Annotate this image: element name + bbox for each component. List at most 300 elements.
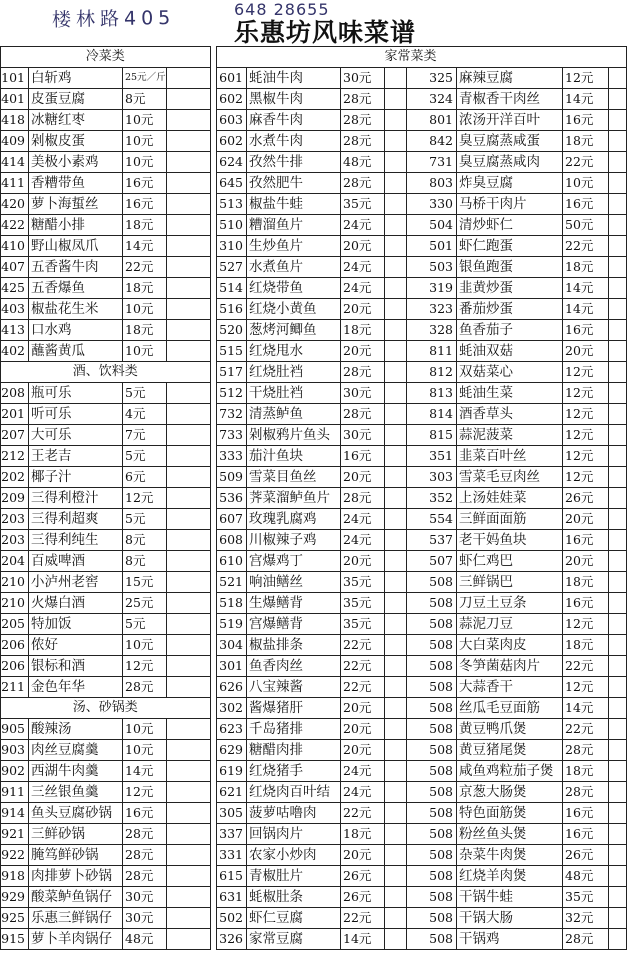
item-price: 48元 xyxy=(563,865,609,886)
item-code: 554 xyxy=(407,508,457,529)
item-code: 352 xyxy=(407,487,457,508)
item-blank-cell xyxy=(166,929,210,950)
item-name: 虾仁跑蛋 xyxy=(457,235,563,256)
item-name: 三得利纯生 xyxy=(29,530,123,551)
item-name: 宫爆鳝背 xyxy=(247,614,341,635)
menu-item-row xyxy=(407,235,627,256)
section-drinks xyxy=(1,362,211,383)
item-price: 30元 xyxy=(341,425,385,446)
item-price: 30元 xyxy=(123,908,167,929)
item-blank-cell xyxy=(166,215,210,236)
item-price: 20元 xyxy=(341,719,385,740)
item-price: 18元 xyxy=(341,824,385,845)
menu-item-row xyxy=(1,299,211,320)
item-blank-cell xyxy=(166,761,210,782)
item-price: 28元 xyxy=(563,781,609,802)
item-name: 蚝油双菇 xyxy=(457,340,563,361)
item-code: 410 xyxy=(1,236,29,257)
item-blank-cell xyxy=(385,551,407,572)
item-blank-cell xyxy=(609,466,627,487)
item-price: 22元 xyxy=(563,655,609,676)
menu-item-row xyxy=(1,635,211,656)
item-code: 206 xyxy=(1,635,29,656)
item-name: 椒盐花生米 xyxy=(29,299,123,320)
item-price: 35元 xyxy=(341,572,385,593)
item-name: 臭豆腐蒸咸蛋 xyxy=(457,130,563,151)
item-code: 929 xyxy=(1,887,29,908)
menu-item-row xyxy=(1,929,211,950)
item-blank-cell xyxy=(385,845,407,866)
item-price: 20元 xyxy=(563,508,609,529)
item-code: 508 xyxy=(407,928,457,949)
item-price: 22元 xyxy=(563,235,609,256)
item-name: 浓汤开洋百叶 xyxy=(457,109,563,130)
item-name: 糖醋小排 xyxy=(29,215,123,236)
menu-item-row xyxy=(407,802,627,823)
item-name: 火爆白酒 xyxy=(29,593,123,614)
item-code: 603 xyxy=(217,110,247,131)
item-price: 5元 xyxy=(123,509,167,530)
menu-item-row xyxy=(407,67,627,88)
item-code: 420 xyxy=(1,194,29,215)
menu-item-row xyxy=(407,697,627,718)
item-name: 青椒肚片 xyxy=(247,866,341,887)
item-price: 32元 xyxy=(563,907,609,928)
menu-item-row xyxy=(217,488,407,509)
item-code: 814 xyxy=(407,403,457,424)
item-blank-cell xyxy=(385,194,407,215)
item-name: 荠菜溜鲈鱼片 xyxy=(247,488,341,509)
menu-item-row xyxy=(1,278,211,299)
menu-item-row xyxy=(1,341,211,362)
item-blank-cell xyxy=(609,277,627,298)
item-name: 韭菜百叶丝 xyxy=(457,445,563,466)
item-blank-cell xyxy=(609,172,627,193)
item-name: 杂菜牛肉煲 xyxy=(457,844,563,865)
item-name: 马桥干肉片 xyxy=(457,193,563,214)
menu-item-row xyxy=(407,172,627,193)
item-price: 35元 xyxy=(563,886,609,907)
item-blank-cell xyxy=(609,508,627,529)
item-blank-cell xyxy=(385,488,407,509)
item-price: 48元 xyxy=(341,152,385,173)
menu-column-home-1 xyxy=(216,46,437,950)
menu-item-row xyxy=(1,131,211,152)
item-code: 305 xyxy=(217,803,247,824)
item-code: 304 xyxy=(217,635,247,656)
item-code: 302 xyxy=(217,698,247,719)
item-blank-cell xyxy=(609,214,627,235)
item-blank-cell xyxy=(385,572,407,593)
menu-item-row xyxy=(407,466,627,487)
menu-item-row xyxy=(217,698,407,719)
item-code: 508 xyxy=(407,571,457,592)
item-price: 8元 xyxy=(123,551,167,572)
item-code: 208 xyxy=(1,383,29,404)
item-code: 403 xyxy=(1,299,29,320)
handwritten-phone: 648 28655 xyxy=(234,0,330,19)
item-blank-cell xyxy=(166,845,210,866)
item-name: 炸臭豆腐 xyxy=(457,172,563,193)
item-blank-cell xyxy=(385,635,407,656)
item-price: 20元 xyxy=(341,698,385,719)
item-price: 5元 xyxy=(123,446,167,467)
item-name: 麻香牛肉 xyxy=(247,110,341,131)
item-name: 白斩鸡 xyxy=(29,68,123,89)
item-name: 三得利橙汁 xyxy=(29,488,123,509)
item-name: 回锅肉片 xyxy=(247,824,341,845)
item-name: 酒香草头 xyxy=(457,403,563,424)
item-code: 325 xyxy=(407,67,457,88)
item-blank-cell xyxy=(609,781,627,802)
item-price: 22元 xyxy=(123,257,167,278)
item-blank-cell xyxy=(609,634,627,655)
item-blank-cell xyxy=(166,908,210,929)
menu-item-row xyxy=(407,634,627,655)
menu-item-row xyxy=(217,572,407,593)
menu-item-row xyxy=(1,89,211,110)
menu-item-row xyxy=(1,110,211,131)
item-code: 210 xyxy=(1,572,29,593)
item-blank-cell xyxy=(385,89,407,110)
menu-item-row xyxy=(1,572,211,593)
item-blank-cell xyxy=(385,68,407,89)
item-code: 536 xyxy=(217,488,247,509)
item-blank-cell xyxy=(166,68,210,89)
item-blank-cell xyxy=(609,193,627,214)
item-name: 干锅鸡 xyxy=(457,928,563,949)
menu-item-row xyxy=(1,719,211,740)
menu-item-row xyxy=(407,298,627,319)
item-code: 310 xyxy=(217,236,247,257)
item-code: 610 xyxy=(217,551,247,572)
item-name: 番茄炒蛋 xyxy=(457,298,563,319)
item-blank-cell xyxy=(166,278,210,299)
item-code: 631 xyxy=(217,887,247,908)
item-name: 乐惠三鲜锅仔 xyxy=(29,908,123,929)
item-name: 干烧肚裆 xyxy=(247,383,341,404)
item-code: 409 xyxy=(1,131,29,152)
item-name: 三丝银鱼羹 xyxy=(29,782,123,803)
item-name: 鱼香肉丝 xyxy=(247,656,341,677)
item-code: 921 xyxy=(1,824,29,845)
item-price: 12元 xyxy=(563,361,609,382)
item-code: 623 xyxy=(217,719,247,740)
item-blank-cell xyxy=(166,341,210,362)
item-price: 10元 xyxy=(123,341,167,362)
item-price: 30元 xyxy=(341,68,385,89)
item-price: 12元 xyxy=(563,424,609,445)
item-price: 16元 xyxy=(563,319,609,340)
menu-item-row xyxy=(217,719,407,740)
item-name: 鱼香茄子 xyxy=(457,319,563,340)
item-price: 22元 xyxy=(341,803,385,824)
item-price: 16元 xyxy=(563,529,609,550)
item-price: 35元 xyxy=(341,194,385,215)
menu-item-row xyxy=(1,908,211,929)
menu-item-row xyxy=(1,593,211,614)
item-price: 30元 xyxy=(341,383,385,404)
item-blank-cell xyxy=(166,551,210,572)
menu-item-row xyxy=(1,551,211,572)
item-blank-cell xyxy=(609,340,627,361)
item-name: 百威啤酒 xyxy=(29,551,123,572)
item-name: 老干妈鱼块 xyxy=(457,529,563,550)
item-code: 203 xyxy=(1,530,29,551)
item-blank-cell xyxy=(166,467,210,488)
item-name: 孜然牛排 xyxy=(247,152,341,173)
item-blank-cell xyxy=(609,802,627,823)
menu-item-row xyxy=(1,173,211,194)
menu-item-row xyxy=(217,278,407,299)
menu-item-row xyxy=(1,467,211,488)
menu-item-row xyxy=(1,236,211,257)
item-code: 903 xyxy=(1,740,29,761)
menu-item-row xyxy=(407,424,627,445)
item-blank-cell xyxy=(166,320,210,341)
section-soups-label: 汤、砂锅类 xyxy=(1,698,211,719)
item-name: 茄汁鱼块 xyxy=(247,446,341,467)
item-name: 清蒸鲈鱼 xyxy=(247,404,341,425)
item-price: 10元 xyxy=(123,110,167,131)
menu-item-row xyxy=(407,886,627,907)
item-name: 菠萝咕噜肉 xyxy=(247,803,341,824)
menu-item-row xyxy=(1,866,211,887)
item-code: 608 xyxy=(217,530,247,551)
item-code: 301 xyxy=(217,656,247,677)
menu-item-row xyxy=(217,530,407,551)
item-name: 臭豆腐蒸咸肉 xyxy=(457,151,563,172)
item-code: 905 xyxy=(1,719,29,740)
item-code: 732 xyxy=(217,404,247,425)
item-code: 328 xyxy=(407,319,457,340)
item-blank-cell xyxy=(166,173,210,194)
item-name: 蚝油生菜 xyxy=(457,382,563,403)
menu-item-row xyxy=(1,404,211,425)
item-code: 624 xyxy=(217,152,247,173)
item-code: 508 xyxy=(407,760,457,781)
menu-item-row xyxy=(1,509,211,530)
menu-item-row xyxy=(217,467,407,488)
item-name: 韭黄炒蛋 xyxy=(457,277,563,298)
item-price: 20元 xyxy=(341,845,385,866)
menu-item-row xyxy=(1,320,211,341)
item-name: 八宝辣酱 xyxy=(247,677,341,698)
item-blank-cell xyxy=(609,865,627,886)
menu-item-row xyxy=(1,845,211,866)
menu-item-row xyxy=(217,362,407,383)
item-blank-cell xyxy=(166,425,210,446)
item-blank-cell xyxy=(609,697,627,718)
item-code: 418 xyxy=(1,110,29,131)
item-price: 30元 xyxy=(123,887,167,908)
item-blank-cell xyxy=(609,760,627,781)
section-home-dishes-label xyxy=(217,47,437,68)
item-name: 红烧甩水 xyxy=(247,341,341,362)
section-home-dishes xyxy=(217,47,407,68)
item-price: 28元 xyxy=(563,928,609,949)
item-blank-cell xyxy=(166,572,210,593)
item-price: 24元 xyxy=(341,509,385,530)
item-blank-cell xyxy=(166,782,210,803)
menu-item-row xyxy=(407,214,627,235)
item-name: 红烧肚裆 xyxy=(247,362,341,383)
item-name: 千岛猪排 xyxy=(247,719,341,740)
item-code: 508 xyxy=(407,886,457,907)
item-code: 413 xyxy=(1,320,29,341)
menu-item-row xyxy=(1,152,211,173)
menu-item-row xyxy=(407,823,627,844)
item-blank-cell xyxy=(166,593,210,614)
item-name: 上汤娃娃菜 xyxy=(457,487,563,508)
item-code: 915 xyxy=(1,929,29,950)
item-blank-cell xyxy=(385,362,407,383)
item-price: 10元 xyxy=(123,299,167,320)
item-code: 508 xyxy=(407,802,457,823)
item-blank-cell xyxy=(166,131,210,152)
menu-item-row xyxy=(217,383,407,404)
item-code: 508 xyxy=(407,676,457,697)
item-code: 402 xyxy=(1,341,29,362)
menu-item-row xyxy=(407,151,627,172)
menu-item-row xyxy=(407,655,627,676)
item-blank-cell xyxy=(166,530,210,551)
item-blank-cell xyxy=(166,719,210,740)
menu-item-row xyxy=(217,908,407,929)
item-blank-cell xyxy=(609,529,627,550)
menu-item-row xyxy=(407,907,627,928)
item-blank-cell xyxy=(609,424,627,445)
menu-item-row xyxy=(217,68,407,89)
menu-item-row xyxy=(1,194,211,215)
item-blank-cell xyxy=(166,866,210,887)
item-code: 204 xyxy=(1,551,29,572)
item-blank-cell xyxy=(609,823,627,844)
item-price: 26元 xyxy=(563,844,609,865)
menu-item-row xyxy=(217,341,407,362)
item-price: 14元 xyxy=(123,761,167,782)
item-price: 22元 xyxy=(563,718,609,739)
item-blank-cell xyxy=(166,89,210,110)
item-code: 629 xyxy=(217,740,247,761)
item-code: 504 xyxy=(407,214,457,235)
item-blank-cell xyxy=(609,256,627,277)
menu-item-row xyxy=(407,382,627,403)
item-name: 酱爆猪肝 xyxy=(247,698,341,719)
menu-item-row xyxy=(217,887,407,908)
item-price: 16元 xyxy=(123,194,167,215)
item-name: 青椒香干肉丝 xyxy=(457,88,563,109)
item-blank-cell xyxy=(609,361,627,382)
item-price: 24元 xyxy=(341,215,385,236)
item-code: 607 xyxy=(217,509,247,530)
item-price: 12元 xyxy=(563,445,609,466)
item-blank-cell xyxy=(385,110,407,131)
item-code: 205 xyxy=(1,614,29,635)
item-blank-cell xyxy=(609,319,627,340)
menu-item-row xyxy=(217,173,407,194)
menu-item-row xyxy=(217,299,407,320)
item-price: 12元 xyxy=(563,67,609,88)
item-price: 14元 xyxy=(563,298,609,319)
menu-item-row xyxy=(407,277,627,298)
item-code: 211 xyxy=(1,677,29,698)
item-price: 20元 xyxy=(341,551,385,572)
item-code: 324 xyxy=(407,88,457,109)
item-blank-cell xyxy=(166,236,210,257)
item-price: 24元 xyxy=(341,278,385,299)
item-blank-cell xyxy=(609,235,627,256)
item-code: 508 xyxy=(407,718,457,739)
item-code: 801 xyxy=(407,109,457,130)
item-blank-cell xyxy=(166,110,210,131)
item-blank-cell xyxy=(385,929,407,950)
menu-item-row xyxy=(1,740,211,761)
menu-item-row xyxy=(1,68,211,89)
menu-item-row xyxy=(217,89,407,110)
menu-item-row xyxy=(217,404,407,425)
item-price: 28元 xyxy=(123,866,167,887)
item-code: 331 xyxy=(217,845,247,866)
menu-item-row xyxy=(217,803,407,824)
menu-item-row xyxy=(217,152,407,173)
item-blank-cell xyxy=(609,130,627,151)
item-name: 酸菜鲈鱼锅仔 xyxy=(29,887,123,908)
item-blank-cell xyxy=(609,151,627,172)
menu-item-row xyxy=(407,739,627,760)
item-code: 527 xyxy=(217,257,247,278)
item-code: 516 xyxy=(217,299,247,320)
item-code: 812 xyxy=(407,361,457,382)
item-name: 野山椒凤爪 xyxy=(29,236,123,257)
menu-item-row xyxy=(407,613,627,634)
menu-item-row xyxy=(217,740,407,761)
item-price: 22元 xyxy=(341,908,385,929)
item-price: 28元 xyxy=(123,677,167,698)
item-name: 小泸州老窖 xyxy=(29,572,123,593)
section-cold-dishes-label: 冷菜类 xyxy=(1,47,211,68)
menu-item-row xyxy=(407,592,627,613)
menu-item-row xyxy=(407,340,627,361)
item-blank-cell xyxy=(166,299,210,320)
item-code: 508 xyxy=(407,592,457,613)
item-price: 22元 xyxy=(341,635,385,656)
item-code: 902 xyxy=(1,761,29,782)
item-code: 303 xyxy=(407,466,457,487)
item-blank-cell xyxy=(166,824,210,845)
item-blank-cell xyxy=(385,761,407,782)
item-code: 508 xyxy=(407,781,457,802)
item-price: 16元 xyxy=(563,193,609,214)
item-name: 瓶可乐 xyxy=(29,383,123,404)
item-name: 蒜泥刀豆 xyxy=(457,613,563,634)
item-code: 508 xyxy=(407,865,457,886)
item-price: 28元 xyxy=(341,89,385,110)
item-price: 14元 xyxy=(123,236,167,257)
item-blank-cell xyxy=(385,299,407,320)
item-price: 12元 xyxy=(563,613,609,634)
menu-item-row xyxy=(217,782,407,803)
item-blank-cell xyxy=(609,844,627,865)
item-price: 28元 xyxy=(341,131,385,152)
item-blank-cell xyxy=(385,278,407,299)
menu-item-row xyxy=(1,824,211,845)
item-code: 203 xyxy=(1,509,29,530)
item-code: 503 xyxy=(407,256,457,277)
item-code: 602 xyxy=(217,131,247,152)
item-blank-cell xyxy=(609,382,627,403)
item-price: 12元 xyxy=(563,466,609,487)
